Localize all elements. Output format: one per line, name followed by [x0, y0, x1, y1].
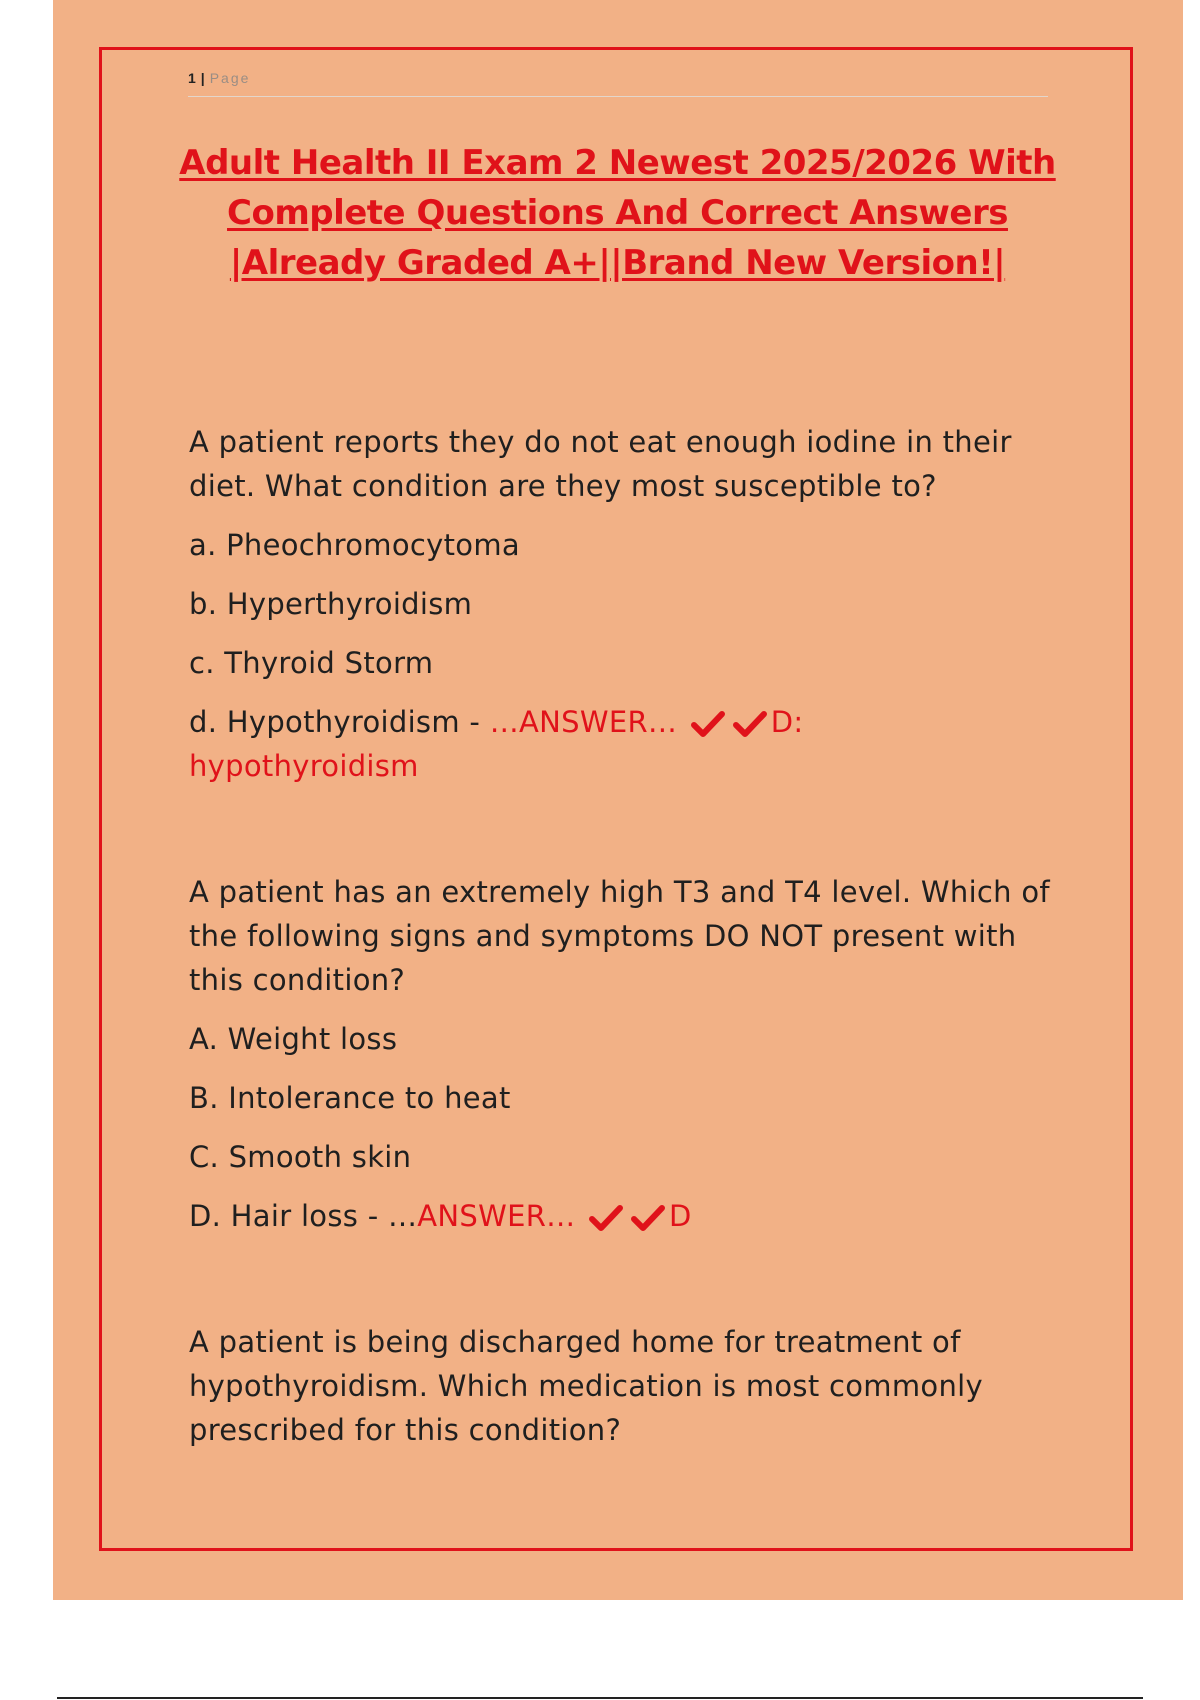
answer-value: D: [770, 705, 804, 739]
question-block-1 [189, 420, 1069, 788]
question-text: A patient has an extremely high T3 and T4 level. Which of the following signs and symptoms DO NOT present with this condition? [189, 875, 1050, 997]
checkmark-icon [733, 709, 767, 739]
option-d: D. Hair loss [189, 1199, 359, 1233]
page-number: 1 [188, 70, 198, 86]
checkmark-icon [589, 1203, 623, 1233]
option-d-with-answer [189, 1194, 1069, 1238]
option-d-with-answer [189, 700, 1069, 788]
answer-dash: - … [358, 1199, 418, 1233]
question-text: A patient reports they do not eat enough iodine in their diet. What condition are they most susceptible to? [189, 425, 1012, 503]
question-block-3 [189, 1320, 1069, 1452]
page-separator: | [200, 70, 207, 86]
answer-value: D [669, 1199, 692, 1233]
answer-label: ANSWER… [417, 1199, 576, 1233]
option-b: B. Intolerance to heat [189, 1081, 511, 1115]
answer-label: …ANSWER… [489, 705, 678, 739]
page-header [188, 70, 1048, 97]
checkmark-icon [631, 1203, 665, 1233]
page-label: Page [209, 70, 251, 86]
title-line-3: |Already Graded A+||Brand New Version!| [229, 243, 1006, 283]
answer-dash: - [459, 705, 490, 739]
question-block-2 [189, 870, 1069, 1238]
option-b: b. Hyperthyroidism [189, 587, 473, 621]
title-line-1: Adult Health II Exam 2 Newest 2025/2026 With [179, 143, 1056, 183]
bottom-divider [57, 1697, 1143, 1699]
document-title [150, 138, 1085, 288]
option-c: C. Smooth skin [189, 1140, 412, 1174]
option-c: c. Thyroid Storm [189, 646, 434, 680]
title-line-2: Complete Questions And Correct Answers [227, 193, 1008, 233]
option-a: a. Pheochromocytoma [189, 528, 520, 562]
option-d: d. Hypothyroidism [189, 705, 460, 739]
option-a: A. Weight loss [189, 1022, 398, 1056]
question-text: A patient is being discharged home for treatment of hypothyroidism. Which medication is most commonly prescribed for this condition? [189, 1325, 983, 1447]
checkmark-icon [691, 709, 725, 739]
answer-continuation: hypothyroidism [189, 749, 419, 783]
